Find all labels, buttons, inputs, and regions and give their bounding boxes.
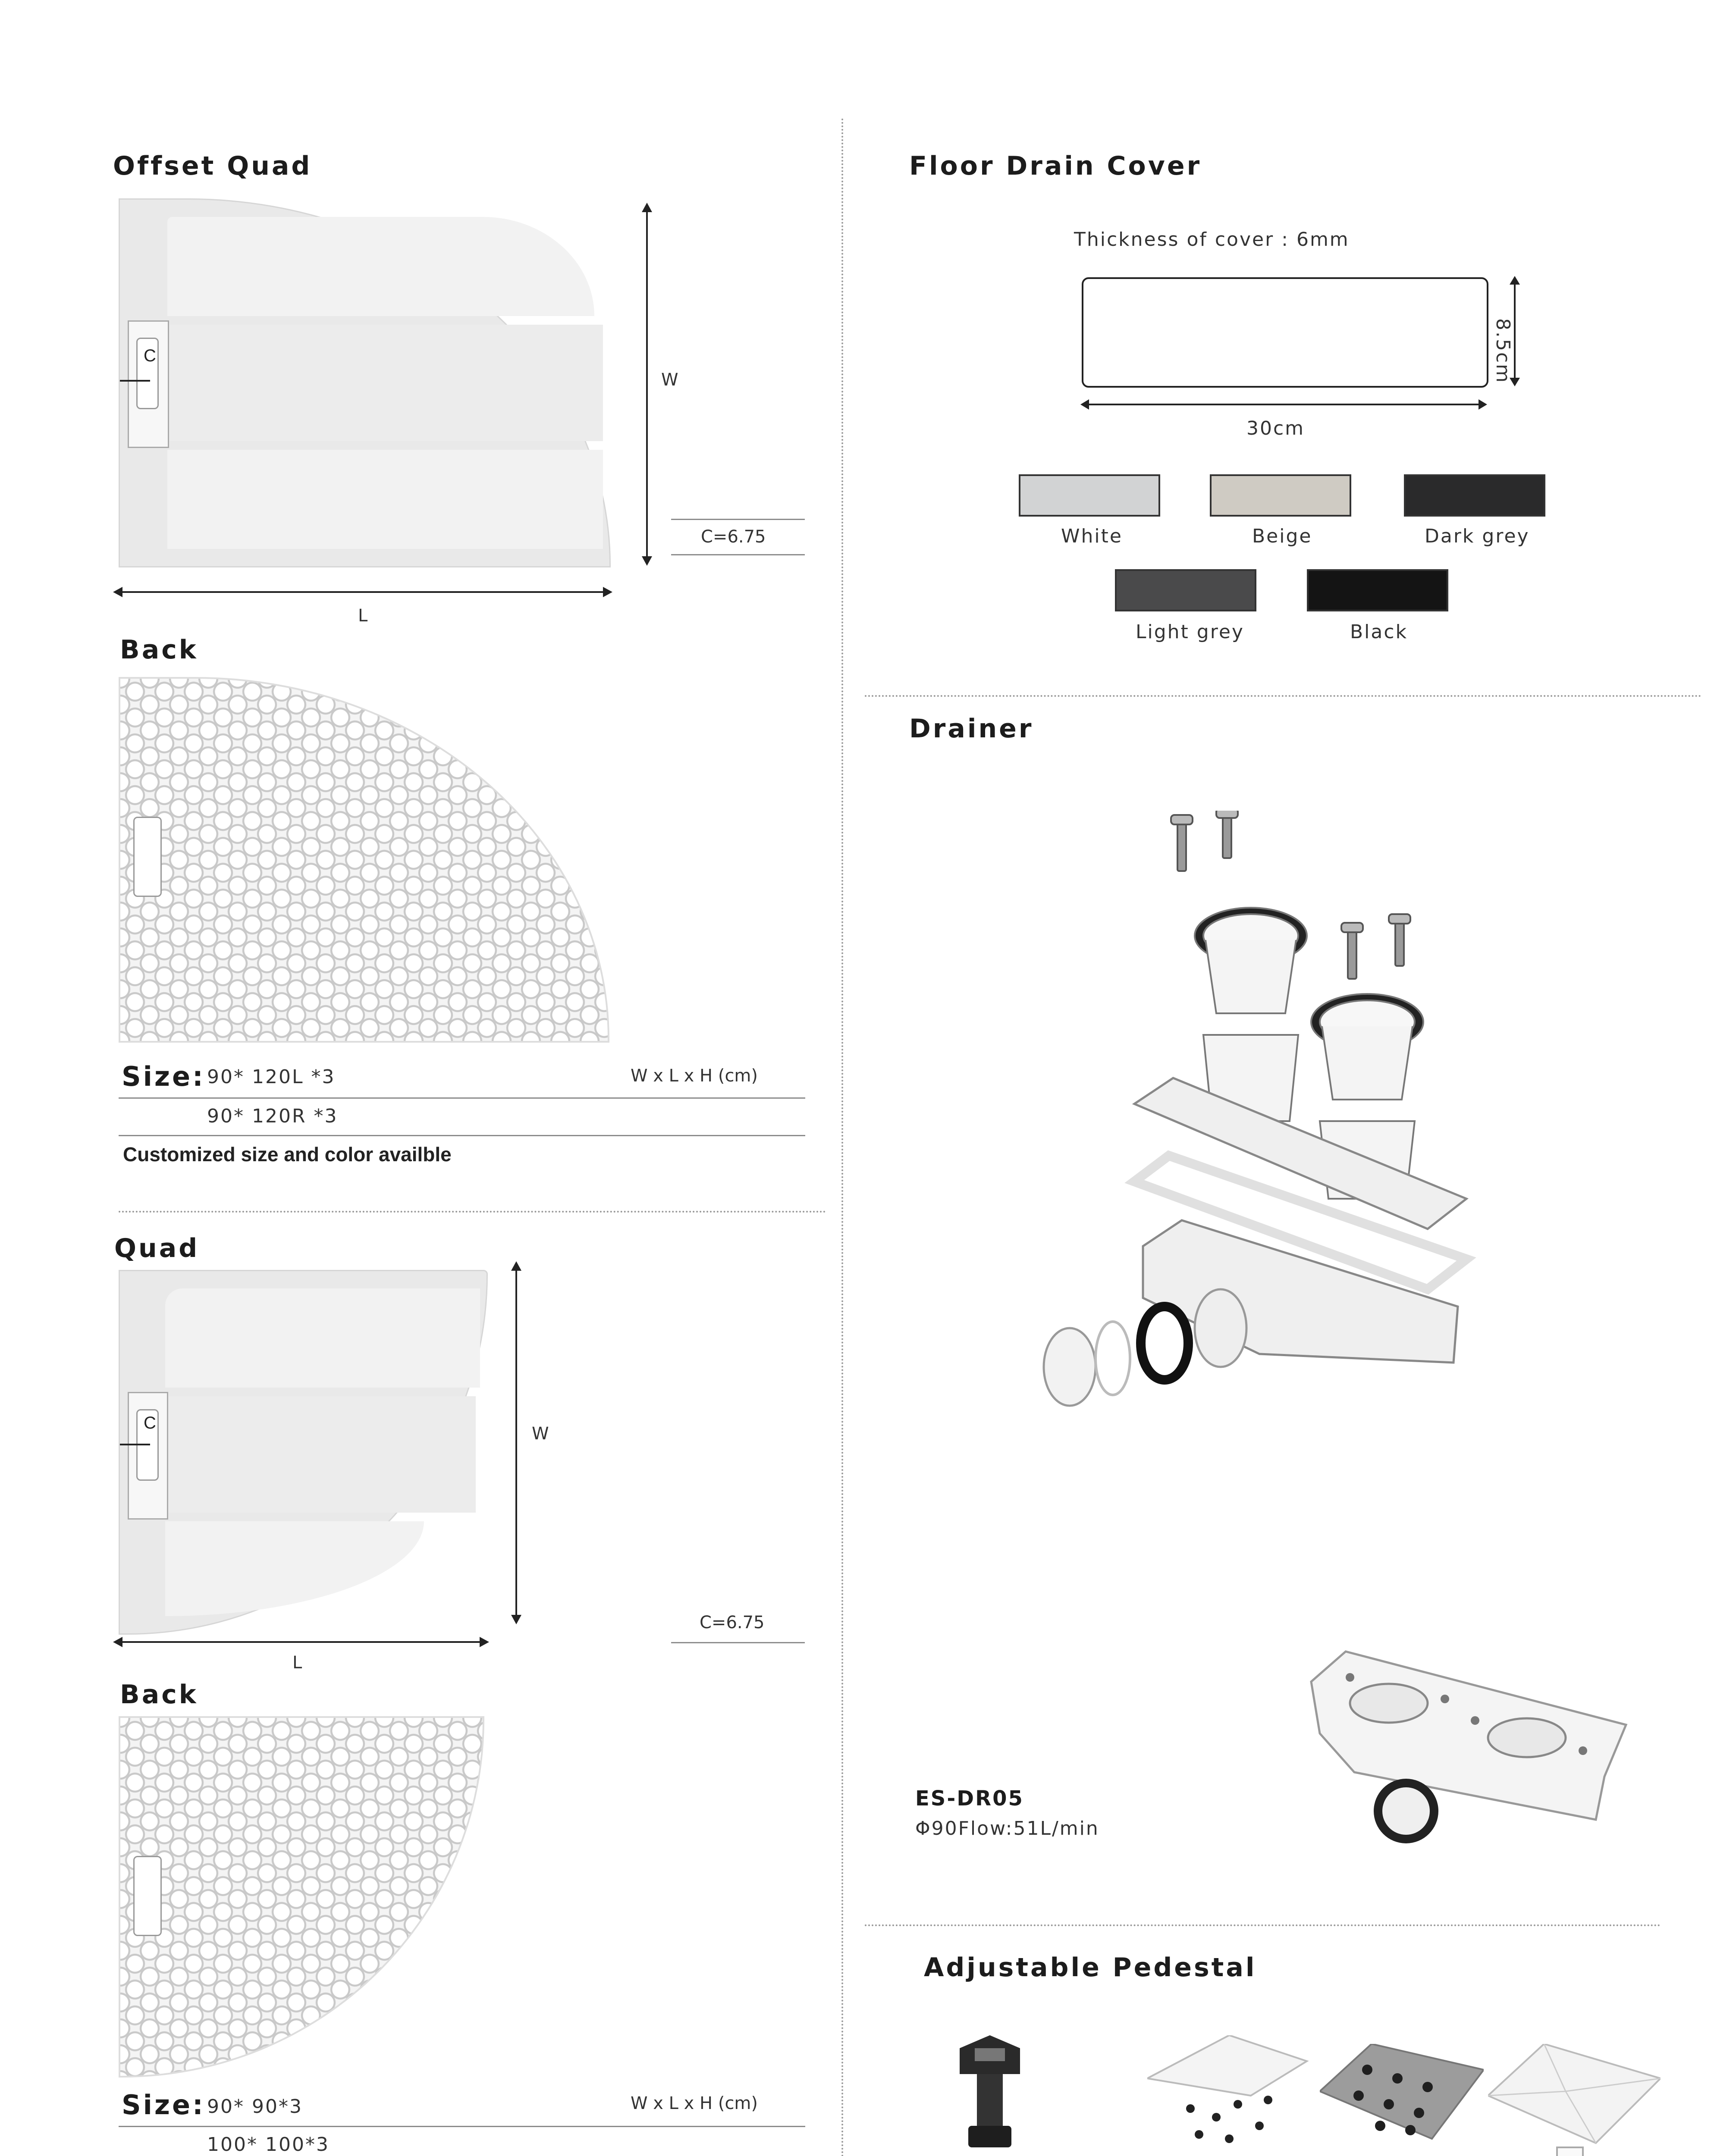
- quad-l-dimension-line: [116, 1641, 485, 1643]
- outlet-rings: [1044, 1289, 1246, 1406]
- offset-quad-note: Customized size and color availble: [123, 1143, 452, 1166]
- w-dimension-line: [646, 205, 648, 563]
- cover-width-arrow-right: [1479, 399, 1487, 410]
- cover-height-label: 8.5cm: [1492, 318, 1514, 384]
- swatch-dark-grey: [1404, 474, 1545, 517]
- cover-width-line: [1085, 404, 1484, 405]
- swatch-beige: [1210, 474, 1351, 517]
- pedestal-tray-underside-image: [1147, 2035, 1311, 2156]
- quad-w-arrow-top: [511, 1261, 521, 1271]
- quad-c-value-text: C=6.75: [700, 1613, 765, 1633]
- center-divider: [841, 119, 843, 2156]
- quad-panel-lower: [165, 1521, 424, 1616]
- w-arrow-top: [642, 203, 652, 212]
- quad-c-dimension-arrow: [120, 1444, 150, 1445]
- quad-back-title: Back: [120, 1680, 198, 1710]
- swatch-light-grey-label: Light grey: [1136, 621, 1244, 643]
- quad-panel-upper: [165, 1288, 480, 1388]
- quad-w-dimension-label: W: [532, 1424, 549, 1444]
- quad-w-dimension-line: [515, 1264, 517, 1622]
- swatch-dark-grey-label: Dark grey: [1425, 525, 1530, 547]
- pedestal-title: Adjustable Pedestal: [924, 1952, 1257, 1983]
- size-rule-2: [119, 1135, 805, 1136]
- c-value-top-rule: [671, 519, 805, 520]
- quad-title: Quad: [114, 1233, 200, 1263]
- offset-quad-size-label: Size:: [122, 1061, 205, 1092]
- quad-size-label: Size:: [122, 2089, 205, 2121]
- quad-l-arrow-left: [113, 1637, 122, 1647]
- drainer-exploded-image: [1027, 811, 1510, 1544]
- quad-panel-middle: [165, 1396, 476, 1513]
- offset-quad-back-image: [119, 677, 609, 1043]
- offset-quad-title: Offset Quad: [113, 151, 312, 181]
- l-arrow-right: [603, 587, 612, 597]
- cover-height-arrow-top: [1510, 276, 1520, 285]
- quad-l-dimension-label: L: [292, 1653, 302, 1673]
- c-dimension-arrow: [120, 380, 150, 382]
- swatch-black: [1307, 569, 1448, 611]
- cover-width-arrow-left: [1080, 399, 1089, 410]
- l-dimension-label: L: [358, 606, 368, 626]
- c-value-text: C=6.75: [701, 527, 766, 547]
- offset-quad-size-line1: 90* 120L *3: [207, 1066, 336, 1088]
- quad-size-rule-1: [119, 2126, 805, 2127]
- quad-c-value-rule: [671, 1642, 805, 1643]
- offset-quad-size-line2: 90* 120R *3: [207, 1105, 338, 1127]
- quad-w-arrow-bottom: [511, 1615, 521, 1624]
- drainer-spec: Φ90Flow:51L/min: [915, 1818, 1099, 1839]
- quad-units: W x L x H (cm): [631, 2093, 758, 2113]
- offset-quad-units: W x L x H (cm): [631, 1066, 758, 1086]
- swatch-black-label: Black: [1350, 621, 1408, 643]
- swatch-white: [1019, 474, 1160, 517]
- c-dimension-label: C: [144, 346, 156, 365]
- cover-thickness: Thickness of cover : 6mm: [1074, 229, 1350, 251]
- tray-panel-middle: [167, 325, 603, 441]
- quad-size-line2: 100* 100*3: [207, 2134, 330, 2156]
- offset-quad-back-title: Back: [120, 635, 198, 665]
- right-divider-2: [865, 1924, 1661, 1926]
- quad-tray-image: [119, 1270, 488, 1635]
- swatch-light-grey: [1115, 569, 1256, 611]
- floor-drain-cover-title: Floor Drain Cover: [909, 151, 1202, 181]
- tray-panel-lower: [167, 450, 603, 549]
- swatch-beige-label: Beige: [1252, 525, 1312, 547]
- drainer-assembled-image: [1303, 1647, 1635, 1854]
- pedestal-grid-image: [1320, 2044, 1484, 2156]
- swatch-white-label: White: [1061, 525, 1123, 547]
- quad-c-dimension-label: C: [144, 1413, 156, 1432]
- drainer-title: Drainer: [909, 714, 1034, 744]
- pedestal-finished-image: [1488, 2044, 1661, 2156]
- quad-l-arrow-right: [480, 1637, 489, 1647]
- left-section-divider: [119, 1211, 826, 1213]
- cover-width-label: 30cm: [1246, 417, 1305, 439]
- l-dimension-line: [116, 591, 608, 593]
- c-value-bottom-rule: [671, 554, 805, 555]
- quad-size-line1: 90* 90*3: [207, 2096, 303, 2118]
- drainer-model: ES-DR05: [915, 1786, 1024, 1811]
- tray-panel-upper: [167, 217, 594, 316]
- cover-outline: [1082, 277, 1488, 388]
- offset-quad-tray-image: [119, 198, 611, 567]
- w-arrow-bottom: [642, 556, 652, 566]
- l-arrow-left: [113, 587, 122, 597]
- back-drain-slot: [133, 817, 162, 897]
- w-dimension-label: W: [661, 370, 678, 390]
- size-rule-1: [119, 1097, 805, 1099]
- cover-height-line: [1514, 279, 1516, 383]
- quad-back-drain-slot: [133, 1856, 162, 1936]
- pedestal-single-image: [951, 2035, 1029, 2156]
- quad-back-image: [119, 1716, 484, 2078]
- right-divider-1: [865, 695, 1701, 697]
